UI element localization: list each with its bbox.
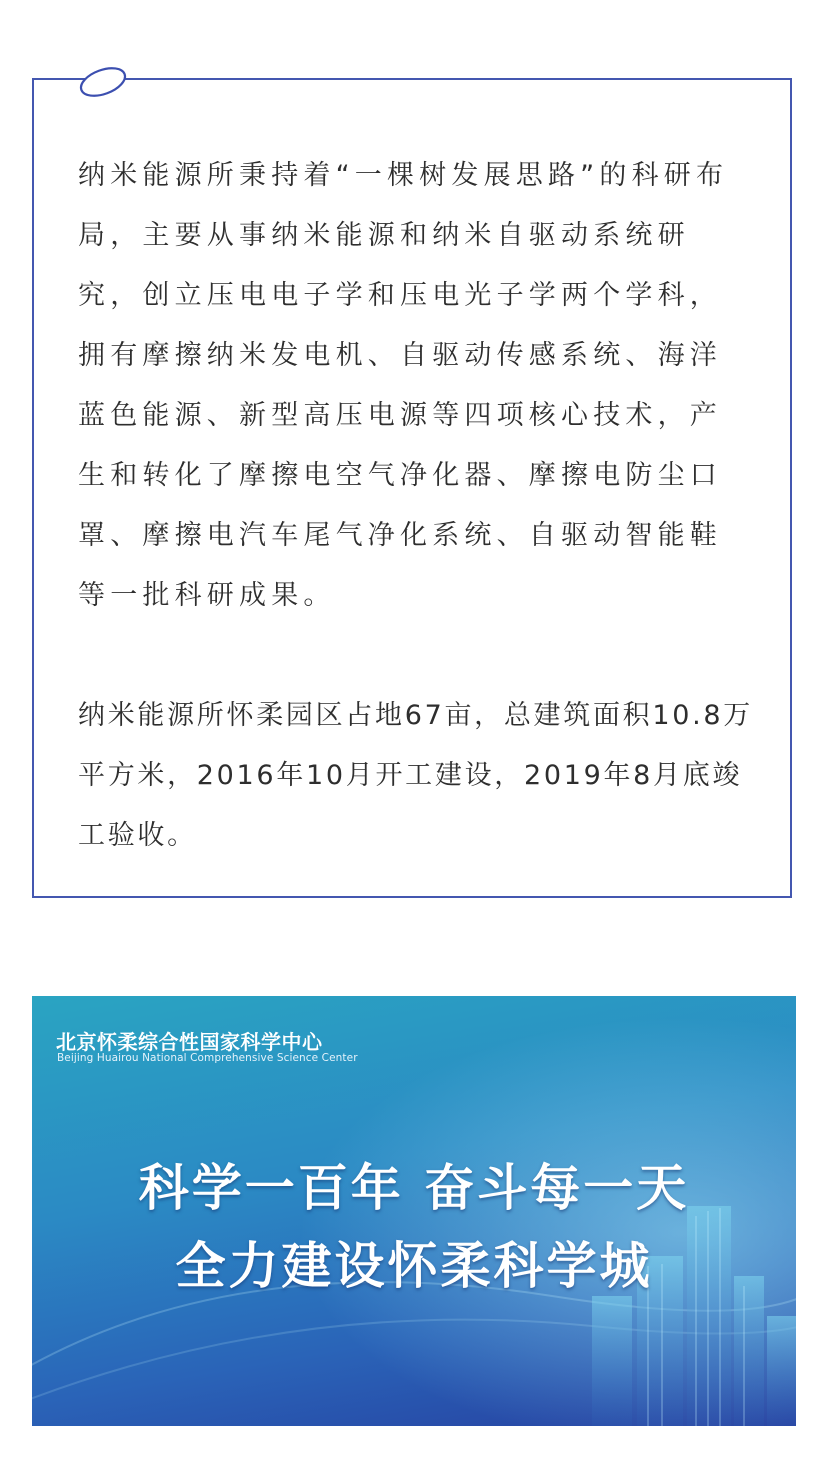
article-text-frame [32,78,792,898]
article-content [78,146,754,866]
center-logo-chinese: 北京怀柔综合性国家科学中心 [56,1030,323,1054]
science-city-banner [32,996,796,1426]
article-paragraph-1: 纳米能源所秉持着“一棵树发展思路”的科研布局，主要从事纳米能源和纳米自驱动系统研究，创立压电电子学和压电光子学两个学科，拥有摩擦纳米发电机、自驱动传感系统、海洋蓝色能源、新型高压电源等四项核心技术，产生和转化了摩擦电空气净化器、摩擦电防尘口罩、摩擦电汽车尾气净化系统、自驱动智能鞋等一批科研成果。 [78,160,729,611]
banner-headline-line-2: 全力建设怀柔科学城 [175,1237,653,1295]
article-paragraph-2: 纳米能源所怀柔园区占地67亩，总建筑面积10.8万平方米，2016年10月开工建设，2019年8月底竣工验收。 [78,700,753,851]
oval-ring-icon [78,64,128,100]
center-logo-english: Beijing Huairou National Comprehensive Science Center [57,1052,358,1064]
banner-headline-line-1: 科学一百年 奋斗每一天 [138,1159,690,1217]
